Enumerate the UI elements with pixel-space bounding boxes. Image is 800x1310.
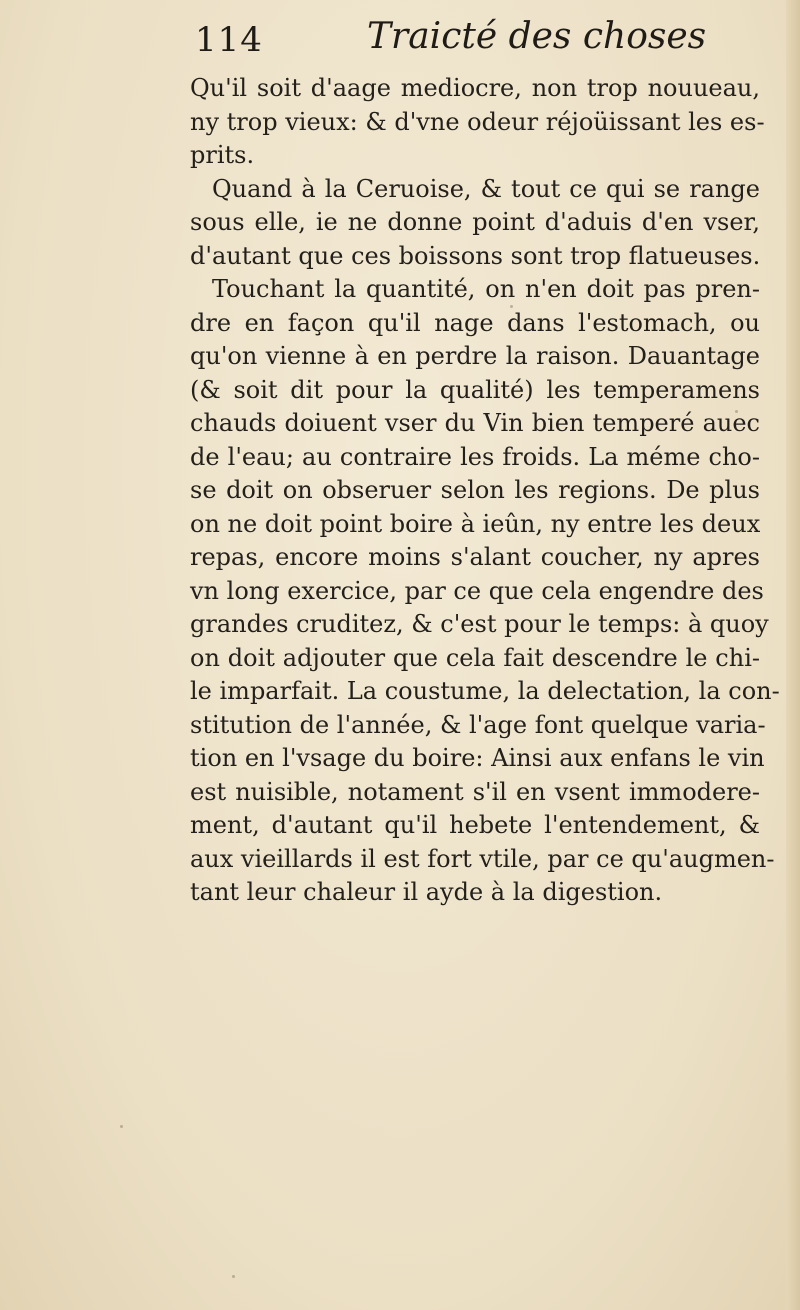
text-line: ny trop vieux: & d'vne odeur réjoüissant les es- — [190, 107, 765, 136]
text-line: tion en l'vsage du boire: Ainsi aux enfans le vin — [190, 744, 765, 772]
text-line: on ne doit point boire à ieûn, ny entre les deux — [190, 509, 761, 538]
text-line: de l'eau; au contraire les froids. La méme cho- — [190, 442, 760, 471]
text-line: tant leur chaleur il ayde à la digestion. — [190, 878, 663, 906]
text-line: est nuisible, notament s'il en vsent immodere- — [190, 777, 760, 806]
text-line: le imparfait. La coustume, la delectation, la con- — [190, 677, 780, 705]
text-line: qu'on vienne à en perdre la raison. Dauantage — [190, 342, 760, 370]
page-header — [195, 14, 755, 70]
text-line: chauds doiuent vser du Vin bien temperé auec — [190, 409, 760, 437]
page-number: 114 — [195, 20, 263, 60]
text-line: on doit adjouter que cela fait descendre le chi- — [190, 643, 760, 672]
text-line: stitution de l'année, & l'age font quelque varia- — [190, 710, 766, 739]
text-line: (& soit dit pour la qualité) les temperamens — [190, 375, 760, 404]
text-line: Quand à la Ceruoise, & tout ce qui se range — [212, 174, 760, 203]
text-line: d'autant que ces boissons sont trop flatueuses. — [190, 241, 761, 270]
text-line: prits. — [190, 141, 255, 169]
text-line: aux vieillards il est fort vtile, par ce qu'augmen- — [190, 844, 775, 873]
body-text — [190, 72, 780, 910]
text-line: ment, d'autant qu'il hebete l'entendement, & — [190, 811, 760, 839]
paper-speck — [120, 1125, 123, 1128]
text-line: vn long exercice, par ce que cela engendre des — [190, 576, 764, 605]
text-line: sous elle, ie ne donne point d'aduis d'en vser, — [190, 208, 760, 236]
text-line: grandes cruditez, & c'est pour le temps: à quoy — [190, 610, 769, 638]
text-line: Qu'il soit d'aage mediocre, non trop nouueau, — [190, 74, 760, 102]
text-line: se doit on obseruer selon les regions. De plus — [190, 476, 760, 504]
page-edge — [786, 0, 800, 1310]
paper-speck — [232, 1275, 235, 1278]
text-line: repas, encore moins s'alant coucher, ny apres — [190, 543, 760, 571]
running-head: Traicté des choses — [367, 16, 707, 57]
text-line: dre en façon qu'il nage dans l'estomach, ou — [190, 308, 760, 337]
text-line: Touchant la quantité, on n'en doit pas pren- — [212, 275, 760, 303]
